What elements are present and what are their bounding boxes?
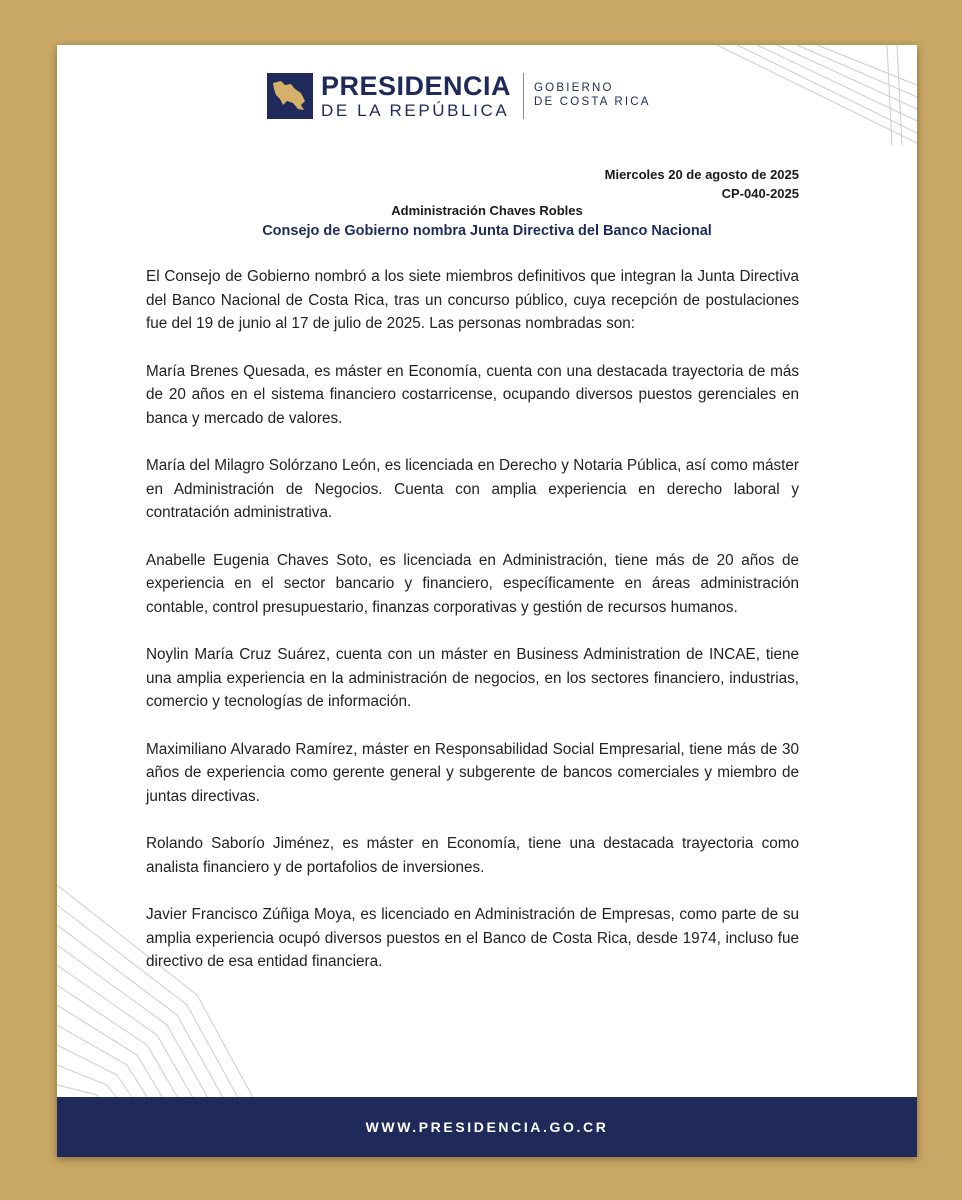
paragraph-intro: El Consejo de Gobierno nombró a los siete miembros definitivos que integran la Junta Directiva del Banco Nacional de Costa Rica, tras un concurso público, cuya recepción de postulaciones fue del 19 de junio al 17 de julio de 2025. Las personas nombradas son: <box>146 268 799 332</box>
paragraph-member-1: María Brenes Quesada, es máster en Economía, cuenta con una destacada trayectoria de más de 20 años en el sistema financiero costarricense, ocupando diversos puestos gerenciales en banca y mercado de valores. <box>146 362 799 427</box>
press-release-page <box>57 45 917 1157</box>
paragraph-member-3: Anabelle Eugenia Chaves Soto, es licenciada en Administración, tiene más de 20 años de experiencia en el sector bancario y financiero, específicamente en áreas administración contable, control presupuestario, finanzas corporativas y gestión de recursos humanos. <box>146 551 799 616</box>
administration-label: Administración Chaves Robles <box>391 203 583 218</box>
footer-url[interactable]: WWW.PRESIDENCIA.GO.CR <box>365 1119 609 1135</box>
logo-divider <box>523 73 524 119</box>
brand-subtitle: DE LA REPÚBLICA <box>321 101 510 120</box>
press-headline: Consejo de Gobierno nombra Junta Directiva del Banco Nacional <box>262 223 712 239</box>
release-date: Miercoles 20 de agosto de 2025 <box>604 167 799 182</box>
paragraph-member-7: Javier Francisco Zúñiga Moya, es licenciado en Administración de Empresas, como parte de su amplia experiencia ocupó diversos puestos en el Banco de Costa Rica, desde 1974, incluso fue directivo de esa entidad financiera. <box>146 906 799 970</box>
paragraph-member-2: María del Milagro Solórzano León, es licenciada en Derecho y Notaria Pública, así como máster en Administración de Negocios. Cuenta con amplia experiencia en derecho laboral y contratación administrativa. <box>146 457 799 521</box>
decorative-lines-top-right <box>697 45 917 145</box>
gov-line-1: GOBIERNO <box>534 82 614 95</box>
gov-line-2: DE COSTA RICA <box>534 96 651 108</box>
paragraph-member-5: Maximiliano Alvarado Ramírez, máster en Responsabilidad Social Empresarial, tiene más de 30 años de experiencia como gerente general y subgerente de bancos comerciales y miembro de juntas directivas. <box>146 740 799 805</box>
release-meta <box>605 165 799 203</box>
brand-title: PRESIDENCIA <box>321 71 512 101</box>
release-body <box>146 265 799 998</box>
presidencia-logo <box>267 73 651 119</box>
release-code: CP-040-2025 <box>721 186 799 201</box>
footer-bar <box>57 1097 917 1157</box>
paragraph-member-6: Rolando Saborío Jiménez, es máster en Economía, tiene una destacada trayectoria como analista financiero y de portafolios de inversiones. <box>146 835 799 876</box>
paragraph-member-4: Noylin María Cruz Suárez, cuenta con un máster en Business Administration de INCAE, tiene una amplia experiencia en la administración de negocios, en los sectores financiero, industrias, comercio y tecnologías de información. <box>146 646 799 710</box>
costa-rica-map-icon <box>267 73 313 119</box>
